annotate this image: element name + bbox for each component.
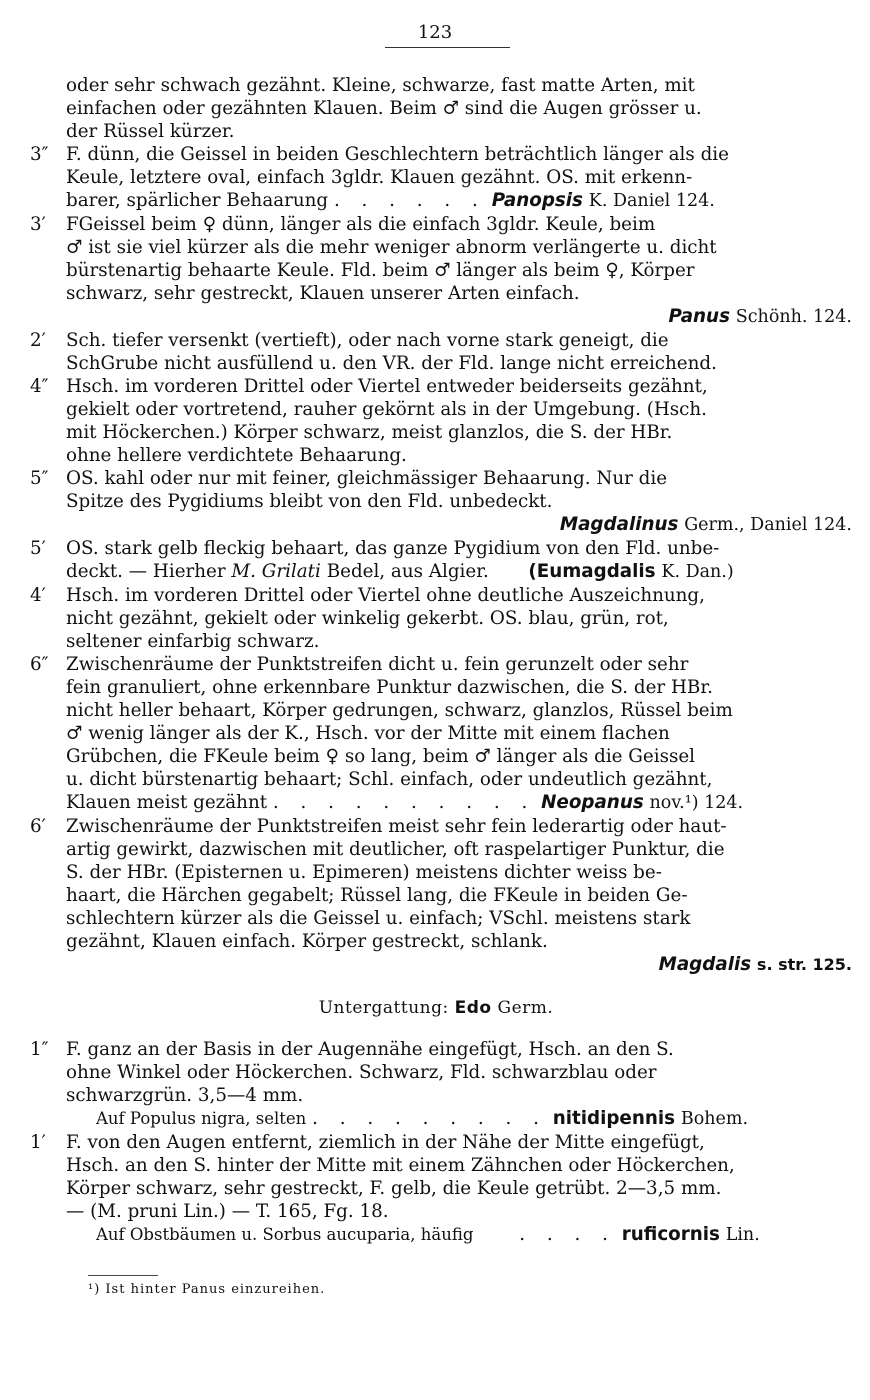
text-line: schwarzgrün. 3,5—4 mm.	[66, 1085, 304, 1106]
genus-name: Magdalinus	[559, 514, 679, 535]
leader-dots: . . . . . . . . .	[312, 1108, 547, 1129]
key-entry	[20, 815, 852, 976]
key-entry	[20, 537, 852, 584]
species-name: ruficornis	[621, 1224, 720, 1245]
couplet-number: 3′	[30, 214, 46, 235]
key-entry	[20, 74, 852, 143]
text-line: gekielt oder vortretend, rauher gekörnt als in der Umgebung. (Hsch.	[66, 399, 707, 420]
genus-name: Panopsis	[491, 190, 583, 211]
text-fragment: Bedel, aus Algier.	[326, 561, 489, 582]
text-line: — (M. pruni Lin.) — T. 165, Fg. 18.	[66, 1201, 389, 1222]
header-rule	[385, 47, 510, 48]
text-line: F. ganz an der Basis in der Augennähe eingefügt, Hsch. an den S.	[66, 1039, 674, 1060]
habitat-line	[66, 1223, 852, 1247]
text-line: bürstenartig behaarte Keule. Fld. beim ♂ länger als beim ♀, Körper	[66, 260, 695, 281]
text-line: u. dicht bürstenartig behaart; Schl. einfach, oder undeutlich gezähnt,	[66, 769, 713, 790]
text-line: artig gewirkt, dazwischen mit deutlicher, oft raspelartiger Punktur, die	[66, 839, 725, 860]
genus-line	[66, 305, 852, 329]
species-author: Lin.	[725, 1225, 760, 1245]
leader-dots: . . . . . . . . . .	[272, 792, 536, 813]
text-line: schlechtern kürzer als die Geissel u. einfach; VSchl. meistens stark	[66, 908, 691, 929]
key-entry	[20, 375, 852, 467]
text-line: Keule, letztere oval, einfach 3gldr. Klauen gezähnt. OS. mit erkenn-	[66, 167, 693, 188]
couplet-number: 3″	[30, 144, 49, 165]
couplet-number: 6″	[30, 654, 49, 675]
text-line: nicht gezähnt, gekielt oder winkelig gekerbt. OS. blau, grün, rot,	[66, 608, 669, 629]
genus-name: Magdalis	[658, 954, 752, 975]
text-line: oder sehr schwach gezähnt. Kleine, schwarze, fast matte Arten, mit	[66, 75, 695, 96]
genus-line	[66, 513, 852, 537]
habitat-text: Auf Populus nigra, selten	[96, 1109, 307, 1128]
couplet-number: 4′	[30, 585, 46, 606]
genus-author: nov.¹) 124.	[649, 793, 744, 813]
text-line: Zwischenräume der Punktstreifen meist sehr fein lederartig oder haut-	[66, 816, 727, 837]
key-entry	[20, 584, 852, 653]
genus-name: (Eumagdalis	[528, 561, 656, 582]
text-line: FGeissel beim ♀ dünn, länger als die einfach 3gldr. Keule, beim	[66, 214, 656, 235]
text-line: OS. kahl oder nur mit feiner, gleichmässiger Behaarung. Nur die	[66, 468, 668, 489]
text-line: Körper schwarz, sehr gestreckt, F. gelb, die Keule getrübt. 2—3,5 mm.	[66, 1178, 722, 1199]
genus-author: s. str. 125.	[756, 955, 852, 974]
text-line: ohne hellere verdichtete Behaarung.	[66, 445, 407, 466]
genus-author: K. Daniel 124.	[588, 191, 715, 211]
text-line: Hsch. an den S. hinter der Mitte mit einem Zähnchen oder Höckerchen,	[66, 1155, 735, 1176]
subgenus-author: Germ.	[497, 998, 554, 1018]
text-line: Sch. tiefer versenkt (vertieft), oder nach vorne stark geneigt, die	[66, 330, 669, 351]
text-line: seltener einfarbig schwarz.	[66, 631, 320, 652]
text-line: F. von den Augen entfernt, ziemlich in der Nähe der Mitte eingefügt,	[66, 1132, 705, 1153]
text-line: der Rüssel kürzer.	[66, 121, 235, 142]
text-line: gezähnt, Klauen einfach. Körper gestreckt, schlank.	[66, 931, 548, 952]
text-fragment: deckt. — Hierher	[66, 561, 226, 582]
key-entry	[20, 329, 852, 375]
text-line: Zwischenräume der Punktstreifen dicht u. fein gerunzelt oder sehr	[66, 654, 689, 675]
couplet-number: 1″	[30, 1039, 49, 1060]
habitat-line	[66, 1107, 852, 1131]
genus-author: Schönh. 124.	[735, 307, 852, 327]
text-line	[66, 560, 852, 584]
genus-author: K. Dan.)	[661, 562, 734, 582]
heading-label: Untergattung:	[318, 998, 449, 1018]
key-entry	[20, 653, 852, 815]
text-line: ♂ ist sie viel kürzer als die mehr weniger abnorm verlängerte u. dicht	[66, 237, 717, 258]
species-entry	[20, 1131, 852, 1247]
text-line: einfachen oder gezähnten Klauen. Beim ♂ sind die Augen grösser u.	[66, 98, 702, 119]
text-line: ♂ wenig länger als der K., Hsch. vor der Mitte mit einem flachen	[66, 723, 670, 744]
leader-dots: . . . . . .	[333, 190, 486, 211]
species-name: nitidipennis	[552, 1108, 676, 1129]
leader-dots: . . . .	[519, 1224, 616, 1245]
couplet-number: 5′	[30, 538, 46, 559]
text-line: nicht heller behaart, Körper gedrungen, schwarz, glanzlos, Rüssel beim	[66, 700, 733, 721]
couplet-number: 1′	[30, 1132, 46, 1153]
text-line: ohne Winkel oder Höckerchen. Schwarz, Fld. schwarzblau oder	[66, 1062, 657, 1083]
species-entry	[20, 1038, 852, 1131]
footnote-rule	[88, 1275, 158, 1276]
text-line: Grübchen, die FKeule beim ♀ so lang, beim ♂ länger als die Geissel	[66, 746, 695, 767]
footnote: ¹) Ist hinter Panus einzureihen.	[88, 1282, 326, 1297]
text-line: mit Höckerchen.) Körper schwarz, meist glanzlos, die S. der HBr.	[66, 422, 673, 443]
text-line: Spitze des Pygidiums bleibt von den Fld. unbedeckt.	[66, 491, 553, 512]
key-entry	[20, 467, 852, 537]
couplet-number: 5″	[30, 468, 49, 489]
genus-name: Neopanus	[541, 792, 644, 813]
text-line	[66, 189, 852, 213]
text-line: Hsch. im vorderen Drittel oder Viertel entweder beiderseits gezähnt,	[66, 376, 708, 397]
text-line: fein granuliert, ohne erkennbare Punktur dazwischen, die S. der HBr.	[66, 677, 713, 698]
text-line: schwarz, sehr gestreckt, Klauen unserer Arten einfach.	[66, 283, 580, 304]
species-author: Bohem.	[680, 1109, 749, 1129]
subgenus-heading	[20, 998, 852, 1018]
genus-name: Panus	[668, 306, 730, 327]
text-line: haart, die Härchen gegabelt; Rüssel lang, die FKeule in beiden Ge-	[66, 885, 688, 906]
text-line	[66, 791, 852, 815]
habitat-text: Auf Obstbäumen u. Sorbus aucuparia, häufig	[96, 1225, 474, 1244]
text-line: S. der HBr. (Episternen u. Epimeren) meistens dichter weiss be-	[66, 862, 662, 883]
species-name: M. Grilati	[231, 561, 321, 582]
key-entry	[20, 213, 852, 329]
text-line: Hsch. im vorderen Drittel oder Viertel ohne deutliche Auszeichnung,	[66, 585, 705, 606]
text-line: OS. stark gelb fleckig behaart, das ganze Pygidium von den Fld. unbe-	[66, 538, 720, 559]
genus-author: Germ., Daniel 124.	[684, 515, 852, 535]
key-body	[20, 74, 852, 1247]
text-fragment: Klauen meist gezähnt	[66, 792, 268, 813]
text-line: F. dünn, die Geissel in beiden Geschlechtern beträchtlich länger als die	[66, 144, 729, 165]
page-number: 123	[417, 22, 453, 43]
text-line: SchGrube nicht ausfüllend u. den VR. der Fld. lange nicht erreichend.	[66, 353, 717, 374]
subgenus-name: Edo	[454, 998, 492, 1018]
genus-line	[66, 953, 852, 976]
key-entry	[20, 143, 852, 213]
couplet-number: 6′	[30, 816, 46, 837]
text-fragment: barer, spärlicher Behaarung	[66, 190, 329, 211]
couplet-number: 4″	[30, 376, 49, 397]
couplet-number: 2′	[30, 330, 46, 351]
